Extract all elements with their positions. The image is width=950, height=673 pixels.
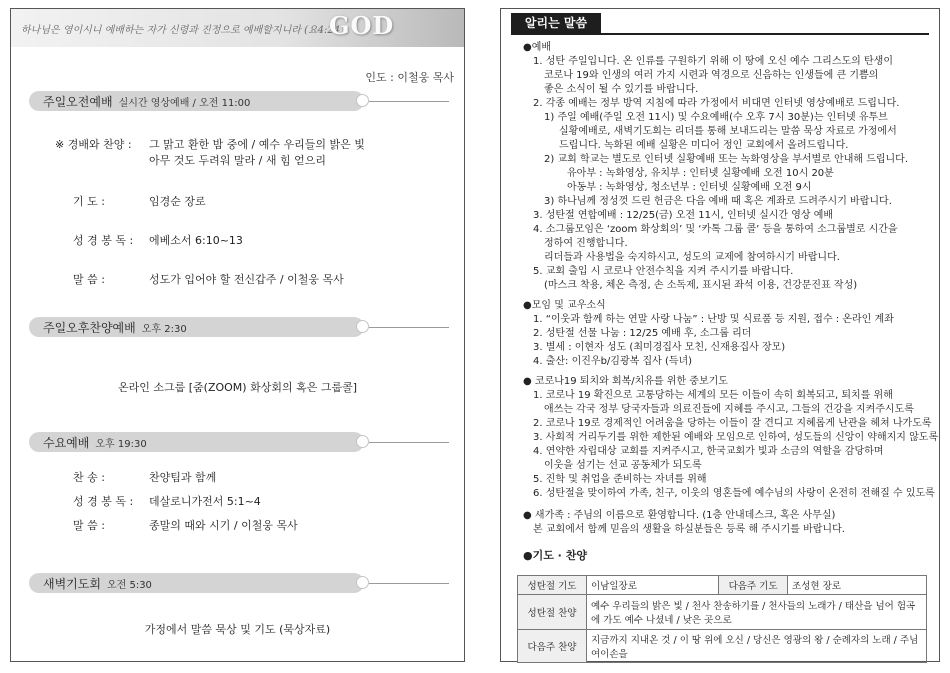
praise-value: 찬양팀과 함께 [149,471,217,484]
table-cell: 다음주 기도 [719,576,788,595]
notice-line: 1) 주일 예배(주일 오전 11시) 및 수요예배(수 오후 7시 30분)는 인터넷 유투브 [544,112,888,123]
notice-line: 3) 하나님께 정성껏 드린 헌금은 다음 예배 때 혹은 계좌로 드려주시기 바랍니다. [544,196,892,207]
notice-line: 애쓰는 각국 정부 당국자들과 의료진들에 지혜를 주시고, 그들의 건강을 지켜주시도록 [544,404,914,415]
section-heading: ● 코로나19 퇴치와 회복/치유를 위한 중보기도 [523,376,728,387]
sermon-label: 말 씀 : [73,519,105,532]
notice-line: 4. 소그룹모임은 ‘zoom 화상회의’ 및 ‘카톡 그룹 콜’ 등을 통하여 소그룹별로 시간을 [533,224,898,235]
online-group-text: 온라인 소그룹 [줌(ZOOM) 화상회의 혹은 그룹콜] [117,381,357,394]
section-heading: ● 새가족 : 주님의 이름으로 환영합니다. (1층 안내데스크, 혹은 사무실) [523,510,836,521]
notice-line: 3. 별세 : 이현자 성도 (최미경집사 모친, 신재용집사 장모) [533,342,786,353]
section-title: 새벽기도회 [43,577,101,591]
notice-line: 3. 성탄절 연합예배 : 12/25(금) 오전 11시, 인터넷 실시간 영상 예배 [533,210,834,221]
hymn-value-1: 그 맑고 환한 밤 중에 / 예수 우리들의 밝은 빛 [149,138,365,151]
notice-line: 1. 코로나 19 확진으로 고통당하는 세계의 모든 이들이 속히 회복되고, 퇴치를 위해 [533,390,893,401]
praise-label: 찬 송 : [73,471,105,484]
notice-line: 리더들과 사용법을 숙지하시고, 성도의 교제에 참여하시기 바랍니다. [544,252,840,263]
announcements-panel [500,8,940,662]
table-cell: 지금까지 지내온 것 / 이 땅 위에 오신 / 당신은 영광의 왕 / 순례자의 노래 / 주님 여이손을 [587,630,927,663]
notice-line: 5. 진학 및 취업을 준비하는 자녀를 위해 [533,474,707,485]
notice-line: 드립니다. 녹화된 예배 실황은 미디어 정인 교회에서 올려드립니다. [559,140,849,151]
sermon-value: 종말의 때와 시기 / 이철웅 목사 [149,519,298,532]
announcements-header: 알리는 말씀 [511,13,601,33]
header-banner [11,9,464,47]
notice-line: 2. 각종 예배는 정부 방역 지침에 따라 가정에서 비대면 인터넷 영상예배로 드립니다. [533,98,900,109]
table-row [518,595,927,630]
scripture-value: 에베소서 6:10~13 [149,234,243,247]
sermon-value: 성도가 입어야 할 전신갑주 / 이철웅 목사 [149,273,344,286]
banner-verse: 하나님은 영이시니 예배하는 자가 신령과 진정으로 예배할지니라 (요4:24) [21,25,344,36]
notice-line: 좋은 소식이 될 수 있기를 바랍니다. [544,84,699,95]
notice-line: 정하여 진행합니다. [544,238,628,249]
notice-line: (마스크 착용, 체온 측정, 손 소독제, 표시된 좌석 이용, 건강문진표 작성) [544,280,858,291]
notice-line: 이웃을 섬기는 선교 공동체가 되도록 [544,460,702,471]
section-heading: ●모임 및 교우소식 [523,300,606,311]
section-dot [356,576,369,589]
section-sunday-afternoon [29,317,364,337]
table-cell: 성탄절 기도 [518,576,587,595]
table-row [518,630,927,663]
notice-line: 2. 코로나 19로 경제적인 어려움을 당하는 이들이 잘 견디고 지혜롭게 난관을 헤쳐 나가도록 [533,418,932,429]
notice-line: 1. “이웃과 함께 하는 연말 사랑 나눔” : 난방 및 식료품 등 지원, 접수 : 온라인 계좌 [533,314,894,325]
section-dot [356,320,369,333]
table-cell: 조성현 장로 [788,576,927,595]
section-heading: ●예배 [523,42,552,53]
god-logo: GOD [329,11,395,40]
scripture-value: 데살로니가전서 5:1~4 [149,495,261,508]
section-divider [369,101,449,102]
notice-line: 5. 교회 출입 시 코로나 안전수칙을 지켜 주시기를 바랍니다. [533,266,794,277]
section-title: 주일오전예배 [43,95,113,109]
section-subtitle: 오전 5:30 [106,580,152,591]
hymn-label: ※ 경배와 찬양 : [55,138,132,151]
section-wednesday [29,432,364,452]
hymn-value-2: 아무 것도 두려워 말라 / 새 힘 얻으리 [149,154,326,167]
sermon-label: 말 씀 : [73,273,105,286]
scripture-label: 성 경 봉 독 : [73,234,134,247]
notice-line: 코로나 19와 인생의 여러 가지 시련과 역경으로 신음하는 인생들에 큰 기쁨의 [544,70,879,81]
section-subtitle: 실시간 영상예배 / 오전 11:00 [118,98,251,109]
table-cell: 다음주 찬양 [518,630,587,663]
header-rule [511,33,929,35]
table-cell: 이남일장로 [587,576,719,595]
notice-line: 실황예배로, 새벽기도회는 리더를 통해 보내드리는 말씀 묵상 자료로 가정에서 [559,126,897,137]
section-heading: ●기도 · 찬양 [523,549,587,562]
notice-line: 2. 성탄절 선물 나눔 : 12/25 예배 후, 소그룹 리더 [533,328,752,339]
notice-line: 2) 교회 학교는 별도로 인터넷 실황예배 또는 녹화영상을 부서별로 안내해 드립니다. [544,154,909,165]
prayer-hymn-table [517,575,927,663]
notice-line: 4. 출산: 이진우b/김광복 집사 (득녀) [533,356,693,367]
section-divider [369,442,449,443]
notice-line: 3. 사회적 거리두기를 위한 제한된 예배와 모임으로 인하여, 성도들의 신앙이 약해지지 않도록 [533,432,939,443]
notice-line: 유아부 : 녹화영상, 유치부 : 인터넷 실황예배 오전 10시 20분 [567,168,834,179]
section-title: 주일오후찬양예배 [43,321,136,335]
table-cell: 성탄절 찬양 [518,595,587,630]
section-divider [369,583,449,584]
notice-line: 6. 성탄절을 맞이하여 가족, 친구, 이웃의 영혼들에 예수님의 사랑이 온전히 전해질 수 있도록 [533,488,935,499]
leader-text: 인도 : 이철웅 목사 [365,71,454,84]
prayer-label: 기 도 : [73,195,105,208]
section-title: 수요예배 [43,436,90,450]
scripture-label: 성 경 봉 독 : [73,495,134,508]
dawn-prayer-text: 가정에서 말씀 묵상 및 기도 (묵상자료) [144,623,331,636]
section-sunday-morning [29,91,364,111]
notice-line: 본 교회에서 함께 믿음의 생활을 하실분들은 등록 해 주시기를 바랍니다. [533,524,845,535]
table-row [518,576,927,595]
worship-order-panel [10,8,465,662]
section-dawn-prayer [29,573,364,593]
section-dot [356,94,369,107]
notice-line: 아동부 : 녹화영상, 청소년부 : 인터넷 실황예배 오전 9시 [567,182,812,193]
notice-line: 4. 연약한 자립대상 교회를 지켜주시고, 한국교회가 빛과 소금의 역할을 감당하며 [533,446,884,457]
prayer-value: 임경순 장로 [149,195,206,208]
table-cell: 예수 우리들의 밝은 빛 / 천사 찬송하기를 / 천사들의 노래가 / 태산을 넘어 험곡에 가도 예수 나셨네 / 낮은 곳으로 [587,595,927,630]
section-subtitle: 오후 2:30 [141,324,187,335]
section-divider [369,327,449,328]
section-dot [356,435,369,448]
notice-line: 1. 성탄 주일입니다. 온 인류를 구원하기 위해 이 땅에 오신 예수 그리스도의 탄생이 [533,56,893,67]
section-subtitle: 오후 19:30 [95,439,147,450]
